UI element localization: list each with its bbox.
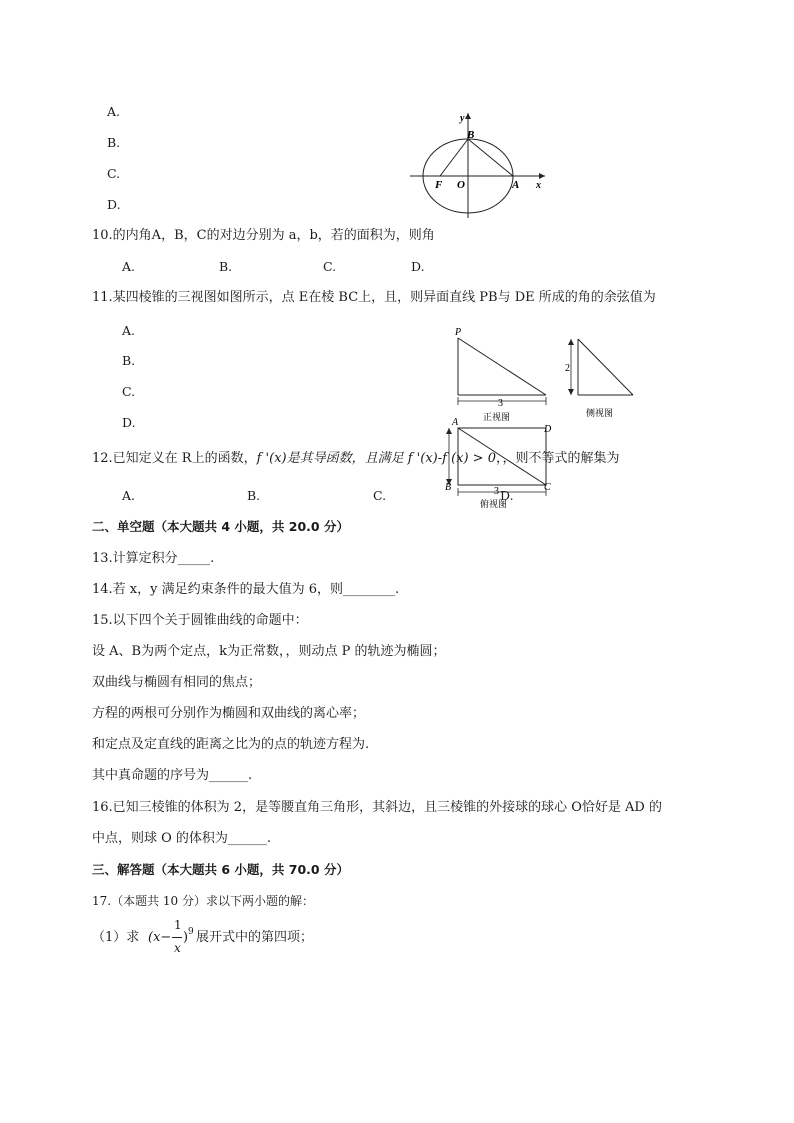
side-height-label: 2	[565, 363, 570, 374]
q11-option-c: C.	[122, 384, 136, 399]
axis-label-y: y	[460, 113, 465, 124]
q11-option-a: A.	[122, 323, 136, 338]
q17-frac-num: 1	[174, 918, 182, 932]
q12-text	[92, 451, 619, 467]
q16-line-1: 16.已知三棱锥的体积为 2，是等腰直角三角形，其斜边，且三棱锥的外接球的球心 O恰好是 AD 的	[92, 800, 662, 815]
top-view-caption: 俯视图	[480, 499, 508, 509]
top-label-c: C	[544, 482, 551, 493]
q9-option-a: A.	[107, 104, 121, 119]
q11-option-d: D.	[122, 415, 136, 430]
point-label-b: B	[467, 129, 475, 141]
front-view-caption: 正视图	[483, 412, 511, 422]
q12-option-d: D.	[500, 488, 514, 503]
q15-item-1: 设 A、B为两个定点，k为正常数，，则动点 P 的轨迹为椭圆；	[92, 644, 446, 659]
q15-item-4: 和定点及定直线的距离之比为的点的轨迹方程为.	[92, 737, 370, 752]
section-3-heading: 三、解答题（本大题共 6 小题，共 70.0 分）	[92, 862, 349, 877]
top-width-label: 3	[494, 486, 499, 497]
point-label-o: O	[457, 179, 465, 191]
q10-option-b: B.	[219, 259, 233, 274]
q12-text-after: ，，则不等式的解集为	[495, 451, 620, 466]
q12-option-a: A.	[122, 488, 136, 503]
q9-option-d: D.	[107, 197, 121, 212]
q10-option-a: A.	[122, 259, 136, 274]
q17-expr-left: (x−	[148, 930, 172, 945]
q17-part1-label: （1）求	[92, 930, 140, 945]
side-view-caption: 侧视图	[586, 408, 614, 418]
axis-label-x: x	[536, 180, 541, 191]
q10-option-c: C.	[323, 259, 337, 274]
q11-option-b: B.	[122, 353, 136, 368]
q17-frac-bar	[172, 937, 182, 938]
q10-option-d: D.	[411, 259, 425, 274]
q13-text: 13.计算定积分_____.	[92, 551, 215, 566]
q15-item-2: 双曲线与椭圆有相同的焦点；	[92, 675, 262, 690]
q17-frac-den: x	[174, 941, 181, 955]
ellipse-figure	[405, 110, 550, 222]
top-label-b: B	[445, 482, 452, 493]
q15-intro: 15.以下四个关于圆锥曲线的命题中：	[92, 613, 308, 628]
q15-item-3: 方程的两根可分别作为椭圆和双曲线的离心率；	[92, 706, 366, 721]
q11-text: 11.某四棱锥的三视图如图所示，点 E在棱 BC上，且，则异面直线 PB与 DE 所成的角的余弦值为	[92, 290, 656, 305]
q14-text: 14.若 x，y 满足约束条件的最大值为 6，则________.	[92, 582, 400, 597]
q12-option-c: C.	[373, 488, 387, 503]
q17-exponent: 9	[188, 927, 194, 937]
q12-option-b: B.	[247, 488, 261, 503]
three-view-figure	[440, 322, 640, 512]
q17-expr-right: )	[183, 930, 189, 945]
front-width-label: 3	[498, 398, 503, 409]
top-label-a: A	[452, 417, 459, 428]
q17-intro: 17.（本题共 10 分）求以下两小题的解：	[92, 894, 314, 908]
q16-line-2: 中点，则球 O 的体积为______.	[92, 831, 272, 846]
top-label-d: D	[544, 424, 552, 435]
q9-option-b: B.	[107, 135, 121, 150]
q12-formula: f '(x)是其导函数，且满足 f '(x)-f (x) > 0	[256, 451, 496, 466]
q17-part1-after: 展开式中的第四项；	[196, 930, 314, 945]
q15-question: 其中真命题的序号为______.	[92, 768, 253, 783]
q9-option-c: C.	[107, 166, 121, 181]
point-label-f: F	[435, 179, 443, 191]
section-2-heading: 二、单空题（本大题共 4 小题，共 20.0 分）	[92, 519, 349, 534]
q10-text: 10.的内角A，B，C的对边分别为 a，b，若的面积为，则角	[92, 228, 435, 243]
q12-text-before: 12.已知定义在 R上的函数，	[92, 451, 257, 466]
front-label-p: P	[455, 327, 462, 338]
point-label-a: A	[512, 179, 520, 191]
